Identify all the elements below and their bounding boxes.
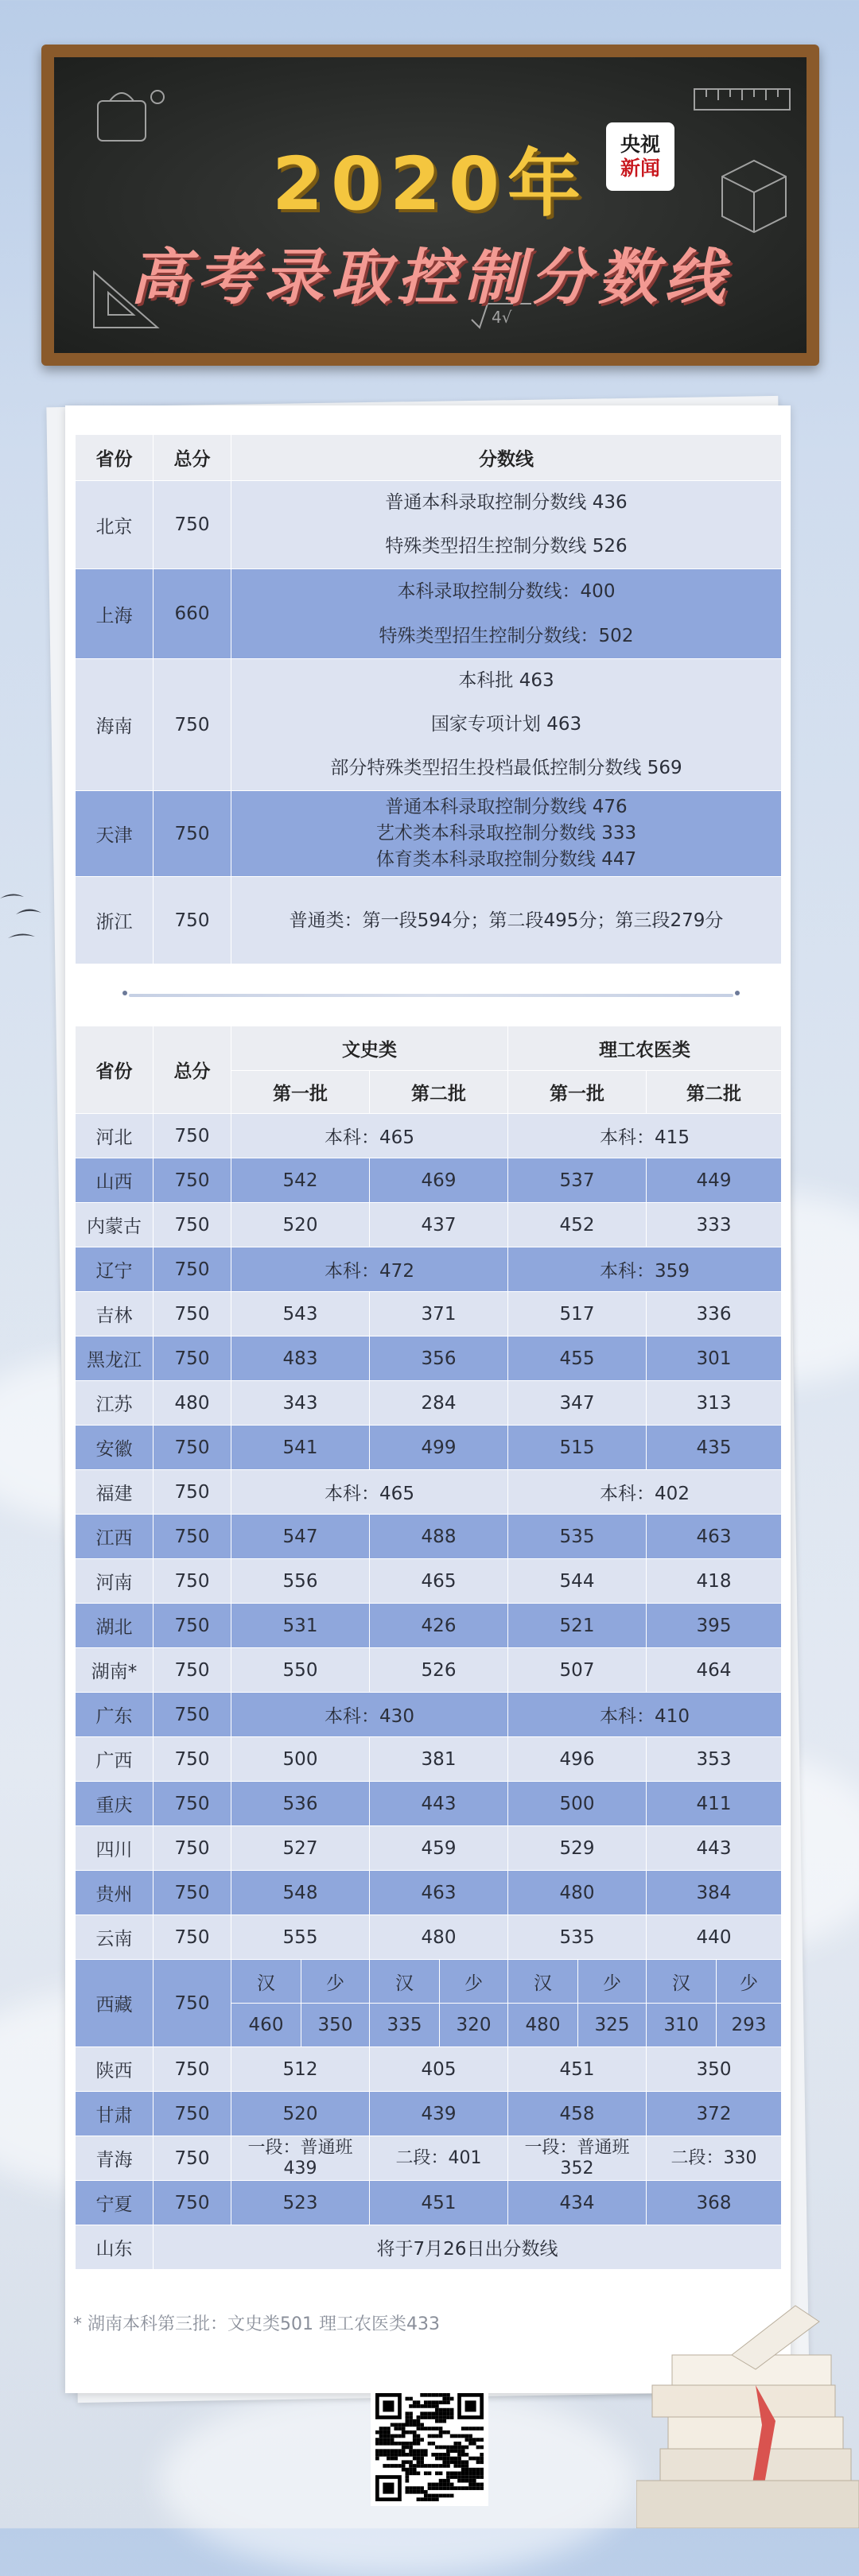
arts-batch2-cell: 284	[370, 1381, 508, 1426]
arts-batch1-cell: 555	[231, 1915, 370, 1960]
arts-batch1-cell: 500	[231, 1737, 370, 1782]
science-batch2-cell: 353	[647, 1737, 782, 1782]
birds-icon	[0, 883, 56, 954]
table-row	[76, 1559, 782, 1604]
header-sci-batch1: 第一批	[508, 1071, 647, 1114]
table-row	[76, 2047, 782, 2092]
arts-batch1-cell: 531	[231, 1604, 370, 1648]
header-sci-batch2: 第二批	[647, 1071, 782, 1114]
province-cell: 重庆	[76, 1782, 154, 1826]
province-cell: 甘肃	[76, 2092, 154, 2136]
science-undergrad-cell: 本科：359	[508, 1247, 782, 1292]
score-table-2	[75, 1026, 782, 2270]
ruler-icon	[690, 73, 802, 129]
shandong-note-cell: 将于7月26日出分数线	[154, 2225, 782, 2270]
table-row	[76, 1915, 782, 1960]
total-cell: 750	[154, 791, 231, 877]
header-arts-batch1: 第一批	[231, 1071, 370, 1114]
arts-undergrad-cell: 本科：430	[231, 1693, 508, 1737]
province-cell: 北京	[76, 481, 154, 569]
score-line-text: 部分特殊类型招生投档最低控制分数线 569	[330, 758, 682, 778]
score-line-cell	[231, 569, 782, 659]
table-row	[76, 1381, 782, 1426]
arts-batch1-cell: 556	[231, 1559, 370, 1604]
total-cell: 750	[154, 1158, 231, 1203]
score-table-1	[75, 434, 782, 964]
science-batch1-cell: 529	[508, 1826, 647, 1871]
banner-year-title: 2020年	[271, 142, 589, 227]
total-cell: 750	[154, 2047, 231, 2092]
province-cell: 浙江	[76, 877, 154, 964]
science-batch2-cell: 二段：330	[647, 2136, 782, 2181]
table-row	[76, 1648, 782, 1693]
arts-batch1-cell: 542	[231, 1158, 370, 1203]
science-batch1-cell: 521	[508, 1604, 647, 1648]
total-cell: 750	[154, 1114, 231, 1158]
arts-batch1-cell: 541	[231, 1426, 370, 1470]
science-batch1-cell: 434	[508, 2181, 647, 2225]
score-line-text: 普通本科录取控制分数线 436	[385, 492, 628, 513]
arts-batch2-cell: 526	[370, 1648, 508, 1693]
ethnic-group-value-cell: 320	[440, 2004, 508, 2047]
province-cell: 西藏	[76, 1960, 154, 2047]
province-cell: 辽宁	[76, 1247, 154, 1292]
total-cell: 750	[154, 1247, 231, 1292]
province-cell: 吉林	[76, 1292, 154, 1336]
header-arts: 文史类	[231, 1026, 508, 1071]
arts-batch1-cell: 536	[231, 1782, 370, 1826]
province-cell: 安徽	[76, 1426, 154, 1470]
total-cell: 750	[154, 1292, 231, 1336]
province-cell: 湖南*	[76, 1648, 154, 1693]
science-batch2-cell: 395	[647, 1604, 782, 1648]
total-cell: 750	[154, 659, 231, 791]
header-province: 省份	[76, 1026, 154, 1114]
table-row	[76, 1292, 782, 1336]
province-cell: 海南	[76, 659, 154, 791]
ethnic-group-label-cell: 少	[301, 1960, 370, 2004]
province-cell: 江西	[76, 1515, 154, 1559]
divider-dot	[735, 991, 740, 995]
ethnic-group-value-cell: 335	[370, 2004, 440, 2047]
ethnic-group-label-cell: 汉	[231, 1960, 301, 2004]
science-batch2-cell: 418	[647, 1559, 782, 1604]
province-cell: 陕西	[76, 2047, 154, 2092]
arts-undergrad-cell: 本科：472	[231, 1247, 508, 1292]
arts-batch2-cell: 459	[370, 1826, 508, 1871]
total-cell: 750	[154, 1336, 231, 1381]
score-line-text: 国家专项计划 463	[430, 714, 582, 735]
province-cell: 江苏	[76, 1381, 154, 1426]
arts-batch1-cell: 483	[231, 1336, 370, 1381]
score-line-text: 特殊类型招生控制分数线：502	[379, 626, 634, 646]
science-batch1-cell: 一段：普通班 352	[508, 2136, 647, 2181]
arts-batch2-cell: 371	[370, 1292, 508, 1336]
science-batch2-cell: 443	[647, 1826, 782, 1871]
science-batch2-cell: 463	[647, 1515, 782, 1559]
science-batch2-cell: 384	[647, 1871, 782, 1915]
header-total: 总分	[154, 1026, 231, 1114]
arts-batch2-cell: 443	[370, 1782, 508, 1826]
science-batch1-cell: 496	[508, 1737, 647, 1782]
arts-batch1-cell: 547	[231, 1515, 370, 1559]
table-row	[76, 1737, 782, 1782]
arts-batch2-cell: 469	[370, 1158, 508, 1203]
chalkboard-surface	[54, 57, 807, 353]
ethnic-group-label-cell: 汉	[508, 1960, 578, 2004]
ethnic-group-value-cell: 293	[717, 2004, 782, 2047]
total-cell: 750	[154, 1426, 231, 1470]
table-row	[76, 1203, 782, 1247]
score-line-cell	[231, 659, 782, 791]
arts-batch1-cell: 520	[231, 1203, 370, 1247]
science-batch2-cell: 333	[647, 1203, 782, 1247]
total-cell: 750	[154, 1960, 231, 2047]
arts-batch1-cell: 343	[231, 1381, 370, 1426]
science-batch2-cell: 464	[647, 1648, 782, 1693]
score-line-text: 体育类本科录取控制分数线 447	[375, 849, 637, 870]
logo-line2: 新闻	[620, 157, 660, 180]
table-row	[76, 659, 782, 791]
province-cell: 黑龙江	[76, 1336, 154, 1381]
total-cell: 750	[154, 1871, 231, 1915]
divider-dot	[122, 991, 127, 995]
science-batch1-cell: 458	[508, 2092, 647, 2136]
total-cell: 750	[154, 1203, 231, 1247]
chalkboard-banner	[41, 45, 819, 366]
province-cell: 宁夏	[76, 2181, 154, 2225]
arts-batch2-cell: 356	[370, 1336, 508, 1381]
arts-batch1-cell: 543	[231, 1292, 370, 1336]
table-row	[76, 1782, 782, 1826]
science-batch1-cell: 507	[508, 1648, 647, 1693]
province-cell: 贵州	[76, 1871, 154, 1915]
header-total: 总分	[154, 435, 231, 481]
ethnic-group-value-cell: 480	[508, 2004, 578, 2047]
ethnic-group-value-cell: 325	[578, 2004, 647, 2047]
table-row	[76, 1470, 782, 1515]
header-arts-batch2: 第二批	[370, 1071, 508, 1114]
ethnic-group-value-cell: 310	[647, 2004, 717, 2047]
score-line-cell	[231, 877, 782, 964]
ethnic-group-value-cell: 460	[231, 2004, 301, 2047]
arts-batch2-cell: 405	[370, 2047, 508, 2092]
arts-batch1-cell: 512	[231, 2047, 370, 2092]
table-row	[76, 1336, 782, 1381]
table-row	[76, 1158, 782, 1203]
arts-undergrad-cell: 本科：465	[231, 1470, 508, 1515]
province-cell: 内蒙古	[76, 1203, 154, 1247]
qr-code[interactable]	[371, 2388, 488, 2506]
science-batch2-cell: 368	[647, 2181, 782, 2225]
province-cell: 福建	[76, 1470, 154, 1515]
science-batch1-cell: 500	[508, 1782, 647, 1826]
total-cell: 750	[154, 2092, 231, 2136]
score-line-text: 特殊类型招生控制分数线 526	[385, 536, 628, 557]
province-cell: 广东	[76, 1693, 154, 1737]
science-batch1-cell: 517	[508, 1292, 647, 1336]
science-batch1-cell: 515	[508, 1426, 647, 1470]
total-cell: 750	[154, 2181, 231, 2225]
score-line-cell	[231, 481, 782, 569]
table-row	[76, 2181, 782, 2225]
ethnic-group-value-cell: 350	[301, 2004, 370, 2047]
science-batch1-cell: 535	[508, 1515, 647, 1559]
science-batch2-cell: 350	[647, 2047, 782, 2092]
arts-batch2-cell: 二段：401	[370, 2136, 508, 2181]
ethnic-group-label-cell: 汉	[647, 1960, 717, 2004]
province-cell: 广西	[76, 1737, 154, 1782]
table-row	[76, 1826, 782, 1871]
science-batch2-cell: 301	[647, 1336, 782, 1381]
science-batch1-cell: 455	[508, 1336, 647, 1381]
table-row-tibet-labels	[76, 1960, 782, 2004]
header-score-line: 分数线	[231, 435, 782, 481]
arts-batch2-cell: 426	[370, 1604, 508, 1648]
province-cell: 天津	[76, 791, 154, 877]
table-row	[76, 2136, 782, 2181]
province-cell: 山东	[76, 2225, 154, 2270]
table-row	[76, 2092, 782, 2136]
science-batch1-cell: 480	[508, 1871, 647, 1915]
arts-batch2-cell: 499	[370, 1426, 508, 1470]
science-batch2-cell: 435	[647, 1426, 782, 1470]
science-undergrad-cell: 本科：410	[508, 1693, 782, 1737]
arts-batch1-cell: 527	[231, 1826, 370, 1871]
province-cell: 四川	[76, 1826, 154, 1871]
province-cell: 青海	[76, 2136, 154, 2181]
science-batch1-cell: 347	[508, 1381, 647, 1426]
logo-line1: 央视	[620, 133, 660, 156]
science-batch2-cell: 411	[647, 1782, 782, 1826]
total-cell: 750	[154, 1915, 231, 1960]
science-undergrad-cell: 本科：415	[508, 1114, 782, 1158]
footnote: * 湖南本科第三批：文史类501 理工农医类433	[73, 2314, 440, 2334]
ethnic-group-label-cell: 少	[717, 1960, 782, 2004]
ethnic-group-label-cell: 少	[578, 1960, 647, 2004]
table-row	[76, 1693, 782, 1737]
table-row	[76, 1426, 782, 1470]
science-batch1-cell: 535	[508, 1915, 647, 1960]
header-province: 省份	[76, 435, 154, 481]
arts-batch2-cell: 451	[370, 2181, 508, 2225]
score-line-text: 普通本科录取控制分数线 476	[385, 797, 628, 817]
qr-code-icon	[375, 2393, 484, 2501]
total-cell: 750	[154, 1693, 231, 1737]
arts-batch1-cell: 550	[231, 1648, 370, 1693]
province-cell: 云南	[76, 1915, 154, 1960]
table-row	[76, 1871, 782, 1915]
science-batch2-cell: 336	[647, 1292, 782, 1336]
score-table-2-body	[76, 1114, 782, 2270]
arts-batch1-cell: 523	[231, 2181, 370, 2225]
arts-batch2-cell: 439	[370, 2092, 508, 2136]
arts-batch2-cell: 488	[370, 1515, 508, 1559]
total-cell: 750	[154, 1782, 231, 1826]
science-batch2-cell: 440	[647, 1915, 782, 1960]
arts-batch2-cell: 465	[370, 1559, 508, 1604]
cctv-news-logo	[606, 122, 674, 191]
total-cell: 750	[154, 877, 231, 964]
total-cell: 480	[154, 1381, 231, 1426]
table-row	[76, 1604, 782, 1648]
table-row	[76, 877, 782, 964]
table-row	[76, 569, 782, 659]
score-line-text: 本科批 463	[458, 670, 554, 691]
section-divider	[129, 994, 733, 997]
table-header-row	[76, 1026, 782, 1071]
table-row	[76, 791, 782, 877]
science-batch1-cell: 544	[508, 1559, 647, 1604]
science-undergrad-cell: 本科：402	[508, 1470, 782, 1515]
province-cell: 河北	[76, 1114, 154, 1158]
arts-batch1-cell: 548	[231, 1871, 370, 1915]
total-cell: 750	[154, 1470, 231, 1515]
province-cell: 山西	[76, 1158, 154, 1203]
header-science: 理工农医类	[508, 1026, 782, 1071]
table-row	[76, 1114, 782, 1158]
table-row	[76, 1515, 782, 1559]
ethnic-group-label-cell: 汉	[370, 1960, 440, 2004]
total-cell: 750	[154, 1826, 231, 1871]
science-batch2-cell: 372	[647, 2092, 782, 2136]
table-header-row	[76, 435, 782, 481]
arts-batch2-cell: 480	[370, 1915, 508, 1960]
arts-batch2-cell: 437	[370, 1203, 508, 1247]
province-cell: 湖北	[76, 1604, 154, 1648]
total-cell: 750	[154, 1604, 231, 1648]
province-cell: 上海	[76, 569, 154, 659]
score-line-cell	[231, 791, 782, 877]
svg-text:4√: 4√	[492, 308, 512, 327]
arts-batch1-cell: 520	[231, 2092, 370, 2136]
table-row	[76, 2225, 782, 2270]
ethnic-group-label-cell: 少	[440, 1960, 508, 2004]
science-batch1-cell: 451	[508, 2047, 647, 2092]
score-line-text: 本科录取控制分数线：400	[397, 581, 616, 602]
science-batch1-cell: 452	[508, 1203, 647, 1247]
total-cell: 750	[154, 1515, 231, 1559]
score-line-text: 普通类：第一段594分；第二段495分；第三段279分	[289, 910, 724, 931]
arts-batch2-cell: 463	[370, 1871, 508, 1915]
province-cell: 河南	[76, 1559, 154, 1604]
science-batch2-cell: 313	[647, 1381, 782, 1426]
table-row	[76, 481, 782, 569]
total-cell: 750	[154, 481, 231, 569]
arts-batch2-cell: 381	[370, 1737, 508, 1782]
science-batch1-cell: 537	[508, 1158, 647, 1203]
total-cell: 750	[154, 1648, 231, 1693]
total-cell: 750	[154, 1737, 231, 1782]
total-cell: 750	[154, 2136, 231, 2181]
books-decoration	[636, 2290, 859, 2528]
score-sheet	[65, 405, 791, 2393]
score-line-text: 艺术类本科录取控制分数线 333	[375, 823, 637, 844]
science-batch2-cell: 449	[647, 1158, 782, 1203]
table-row	[76, 1247, 782, 1292]
arts-batch1-cell: 一段：普通班 439	[231, 2136, 370, 2181]
arts-undergrad-cell: 本科：465	[231, 1114, 508, 1158]
banner-main-title: 高考录取控制分数线	[130, 242, 731, 312]
total-cell: 660	[154, 569, 231, 659]
total-cell: 750	[154, 1559, 231, 1604]
